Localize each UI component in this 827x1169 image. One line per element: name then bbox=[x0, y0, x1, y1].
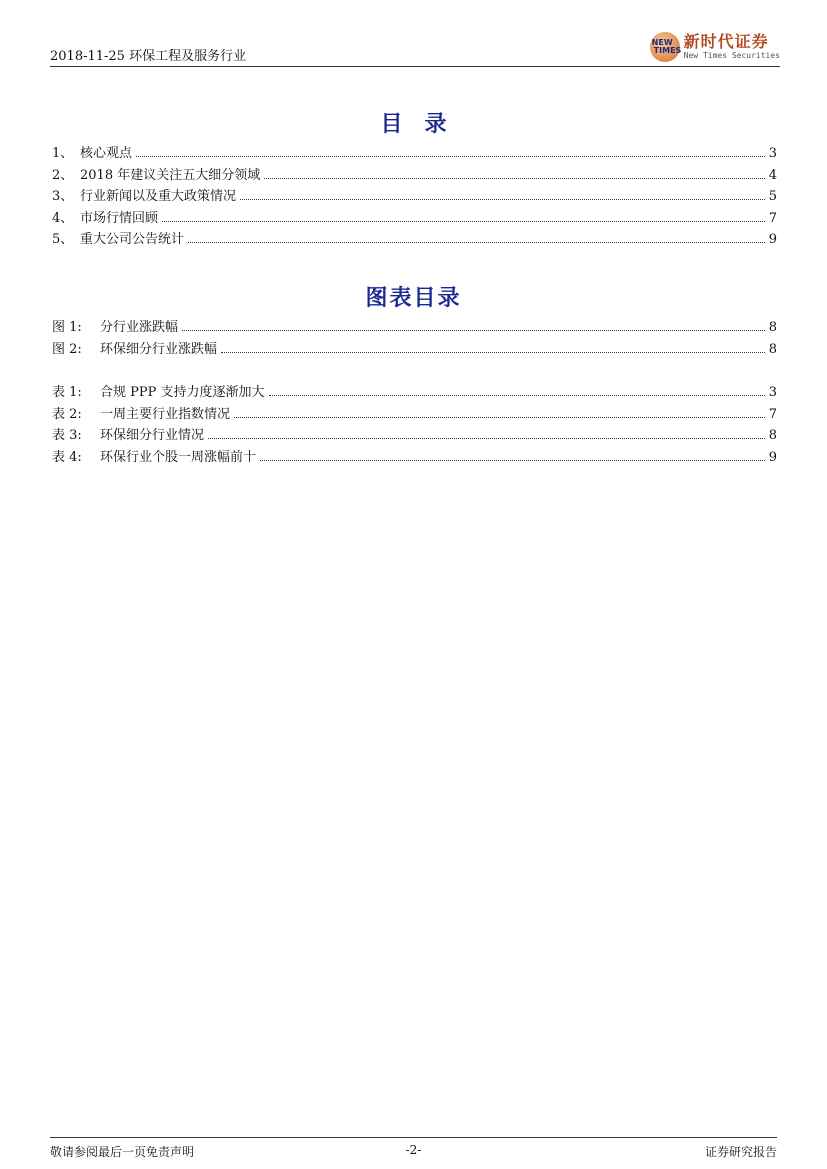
entry-title[interactable]: 合规 PPP 支持力度逐渐加大 bbox=[100, 385, 265, 400]
toc-heading: 目录 bbox=[380, 111, 469, 137]
entry-page-number: 5 bbox=[768, 189, 777, 205]
dot-leader bbox=[240, 199, 765, 200]
report-type: 证券研究报告 bbox=[704, 1145, 777, 1159]
header-divider bbox=[50, 66, 780, 67]
header-date-industry: 2018-11-25 环保工程及服务行业 bbox=[50, 49, 247, 64]
page-header bbox=[50, 34, 780, 66]
entry-number: 4、 bbox=[52, 210, 74, 226]
figures-toc-heading: 图表目录 bbox=[365, 285, 462, 311]
figure-entry[interactable] bbox=[52, 316, 777, 338]
tables-list bbox=[52, 381, 777, 467]
dot-leader bbox=[221, 352, 765, 353]
disclaimer-note: 敬请参阅最后一页免责声明 bbox=[50, 1145, 195, 1159]
dot-leader bbox=[182, 330, 765, 331]
entry-number: 3、 bbox=[52, 189, 74, 205]
page-number: -2- bbox=[405, 1143, 422, 1157]
new-times-seal-icon: NEW TIMES bbox=[650, 32, 680, 62]
entry-page-number: 9 bbox=[768, 232, 777, 248]
toc-entry[interactable] bbox=[52, 228, 777, 250]
figures-list bbox=[52, 316, 777, 359]
entry-page-number: 8 bbox=[768, 341, 777, 357]
entry-number: 表 2: bbox=[52, 406, 82, 422]
entry-page-number: 7 bbox=[768, 210, 777, 226]
toc-entry[interactable] bbox=[52, 164, 777, 186]
entry-title[interactable]: 行业新闻以及重大政策情况 bbox=[80, 189, 237, 205]
entry-page-number: 9 bbox=[768, 449, 777, 465]
dot-leader bbox=[264, 178, 765, 179]
entry-title[interactable]: 2018 年建议关注五大细分领域 bbox=[80, 167, 261, 183]
entry-page-number: 8 bbox=[768, 320, 777, 335]
dot-leader bbox=[269, 395, 765, 396]
dot-leader bbox=[188, 242, 765, 243]
entry-title[interactable]: 重大公司公告统计 bbox=[80, 232, 185, 248]
entry-page-number: 3 bbox=[768, 146, 777, 161]
entry-number: 图 2: bbox=[52, 341, 82, 357]
entry-number: 5、 bbox=[52, 232, 74, 248]
table-entry[interactable] bbox=[52, 424, 777, 446]
page-footer bbox=[50, 1137, 777, 1161]
toc-entry[interactable] bbox=[52, 185, 777, 207]
entry-title[interactable]: 市场行情回顾 bbox=[80, 210, 159, 226]
table-entry[interactable] bbox=[52, 403, 777, 425]
company-logo bbox=[650, 30, 780, 64]
entry-title[interactable]: 一周主要行业指数情况 bbox=[100, 406, 231, 422]
dot-leader bbox=[234, 417, 765, 418]
entry-title[interactable]: 分行业涨跌幅 bbox=[100, 320, 179, 335]
dot-leader bbox=[260, 460, 765, 461]
logo-chinese-name: 新时代证券 bbox=[683, 32, 769, 51]
dot-leader bbox=[162, 221, 765, 222]
entry-page-number: 8 bbox=[768, 428, 777, 444]
entry-number: 表 4: bbox=[52, 449, 82, 465]
entry-number: 表 1: bbox=[52, 385, 82, 400]
entry-number: 图 1: bbox=[52, 320, 82, 335]
entry-title[interactable]: 核心观点 bbox=[80, 146, 133, 161]
logo-english-name: New Times Securities bbox=[683, 51, 780, 60]
entry-number: 1、 bbox=[52, 146, 74, 161]
toc-entry[interactable] bbox=[52, 142, 777, 164]
entry-page-number: 3 bbox=[768, 385, 777, 400]
entry-page-number: 4 bbox=[768, 167, 777, 183]
footer-divider bbox=[50, 1137, 777, 1138]
entry-title[interactable]: 环保细分行业涨跌幅 bbox=[100, 341, 218, 357]
dot-leader bbox=[208, 438, 765, 439]
entry-title[interactable]: 环保细分行业情况 bbox=[100, 428, 205, 444]
entry-title[interactable]: 环保行业个股一周涨幅前十 bbox=[100, 449, 257, 465]
entry-number: 2、 bbox=[52, 167, 74, 183]
figure-entry[interactable] bbox=[52, 338, 777, 360]
entry-page-number: 7 bbox=[768, 406, 777, 422]
table-entry[interactable] bbox=[52, 381, 777, 403]
toc-list bbox=[52, 142, 777, 250]
table-entry[interactable] bbox=[52, 446, 777, 468]
dot-leader bbox=[136, 156, 765, 157]
entry-number: 表 3: bbox=[52, 428, 82, 444]
toc-entry[interactable] bbox=[52, 207, 777, 229]
